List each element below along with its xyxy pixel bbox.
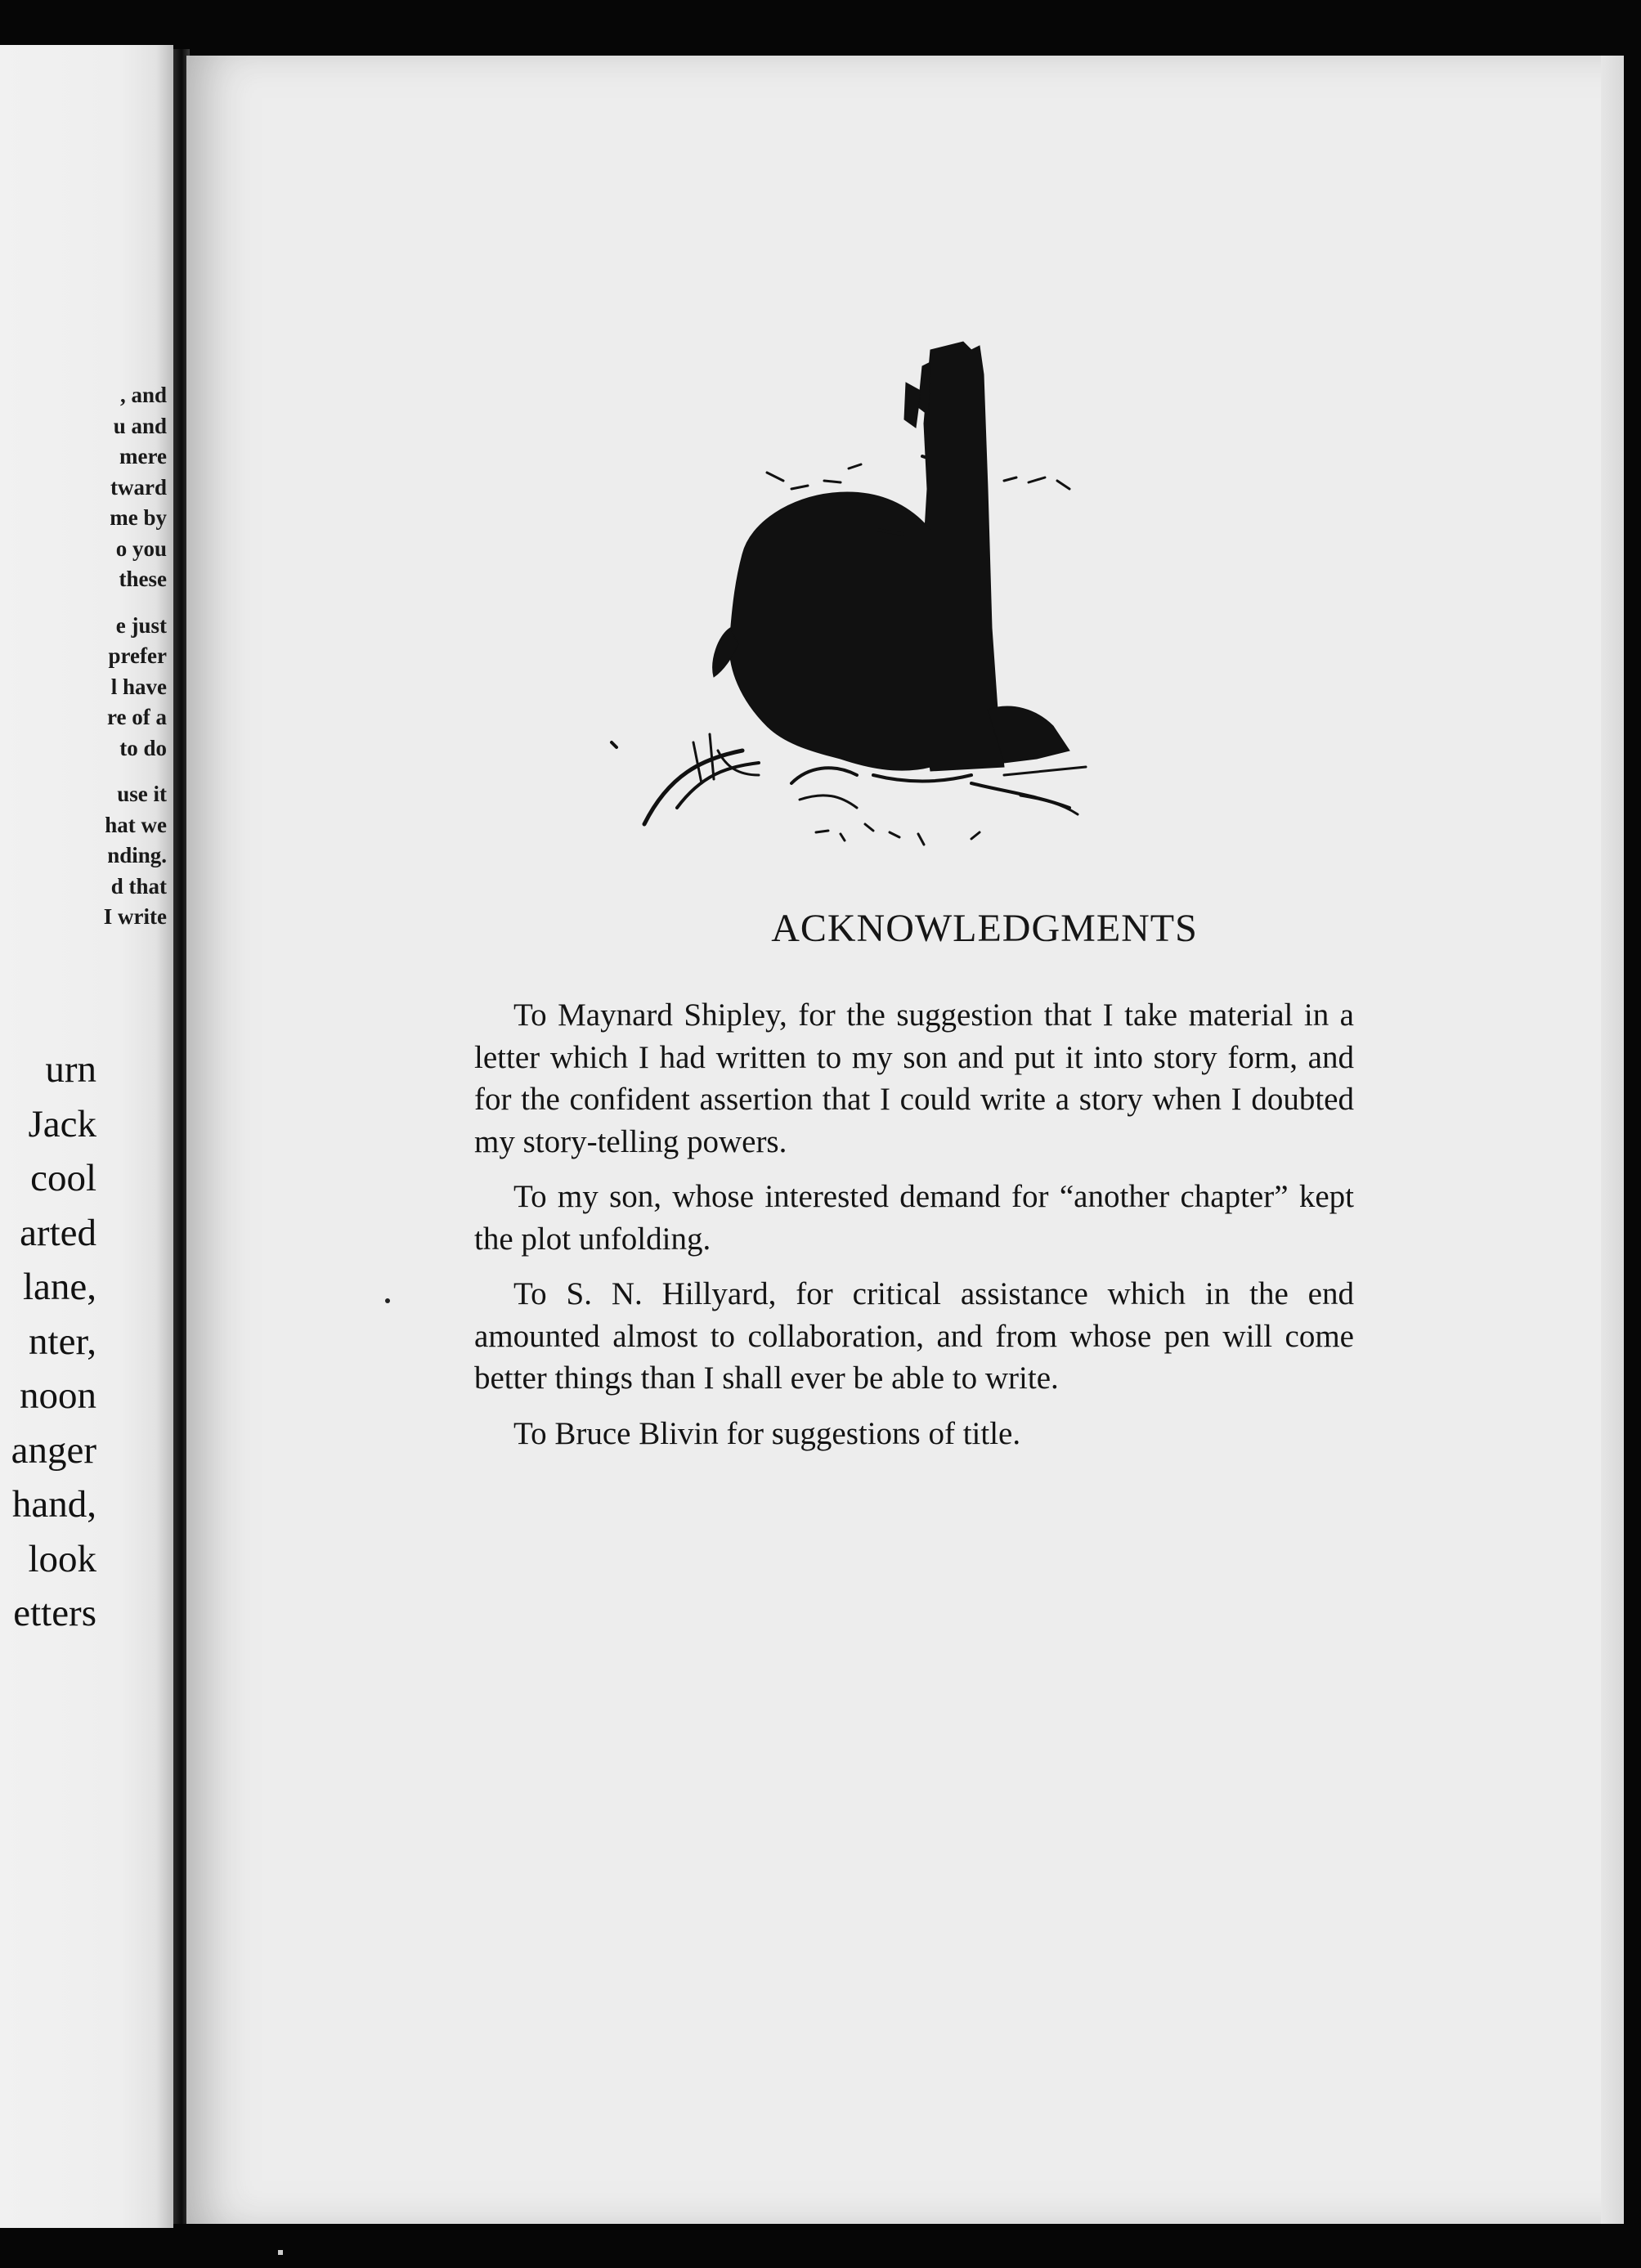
left-large-line: lane, <box>22 1266 96 1308</box>
left-small-line: d that <box>110 873 167 899</box>
left-small-line: tward <box>110 474 167 500</box>
left-small-line: me by <box>110 505 167 530</box>
acknowledgment-paragraph: To Maynard Shipley, for the suggestion that I take material in a letter which I had written to my son and put it into story form, and for the confident assertion that I could write a story when I doubted my story-telling powers. <box>474 997 1354 1159</box>
left-small-line: o you <box>115 536 167 561</box>
rock-and-tree-stump-sketch-icon <box>546 285 1200 890</box>
acknowledgments-body <box>474 994 1354 1468</box>
left-small-line: e just <box>115 612 167 638</box>
left-large-line: nter, <box>29 1320 96 1363</box>
page-title: ACKNOWLEDGMENTS <box>771 907 1198 950</box>
left-small-line: , and <box>119 383 167 407</box>
left-small-line: nding. <box>107 843 167 867</box>
acknowledgment-paragraph: To Bruce Blivin for suggestions of title. <box>513 1415 1021 1451</box>
acknowledgment-paragraph: To my son, whose interested demand for “another chapter” kept the plot unfolding. <box>474 1179 1354 1257</box>
right-page <box>186 56 1624 2224</box>
left-large-line: cool <box>30 1157 96 1199</box>
left-large-line: look <box>28 1537 96 1580</box>
left-small-line: re of a <box>107 705 167 729</box>
left-small-line: mere <box>119 444 167 468</box>
left-large-line: noon <box>20 1374 96 1417</box>
left-large-line: urn <box>45 1048 96 1091</box>
page-edge <box>1601 56 1624 2224</box>
left-page-large-text-clip <box>0 45 96 2228</box>
ink-speck <box>385 1298 390 1303</box>
left-small-line: these <box>119 567 167 591</box>
left-page <box>0 45 173 2228</box>
left-large-line: hand, <box>11 1483 96 1526</box>
left-large-line: anger <box>11 1428 96 1472</box>
left-small-line: u and <box>113 413 167 438</box>
scan-speck <box>278 2250 283 2255</box>
left-small-line: use it <box>117 782 167 806</box>
left-large-line: arted <box>20 1211 96 1254</box>
left-small-line: l have <box>110 674 167 699</box>
left-large-line: etters <box>13 1592 96 1634</box>
left-small-line: to do <box>119 735 167 760</box>
left-page-large-text <box>11 1042 96 1641</box>
acknowledgment-paragraph: To S. N. Hillyard, for critical assistance which in the end amounted almost to collaboration, and from whose pen will come better things than I shall ever be able to write. <box>474 1276 1354 1396</box>
left-small-line: prefer <box>108 643 167 668</box>
left-small-line: hat we <box>105 812 167 837</box>
left-small-line: I write <box>103 904 167 929</box>
left-large-line: Jack <box>28 1102 96 1145</box>
